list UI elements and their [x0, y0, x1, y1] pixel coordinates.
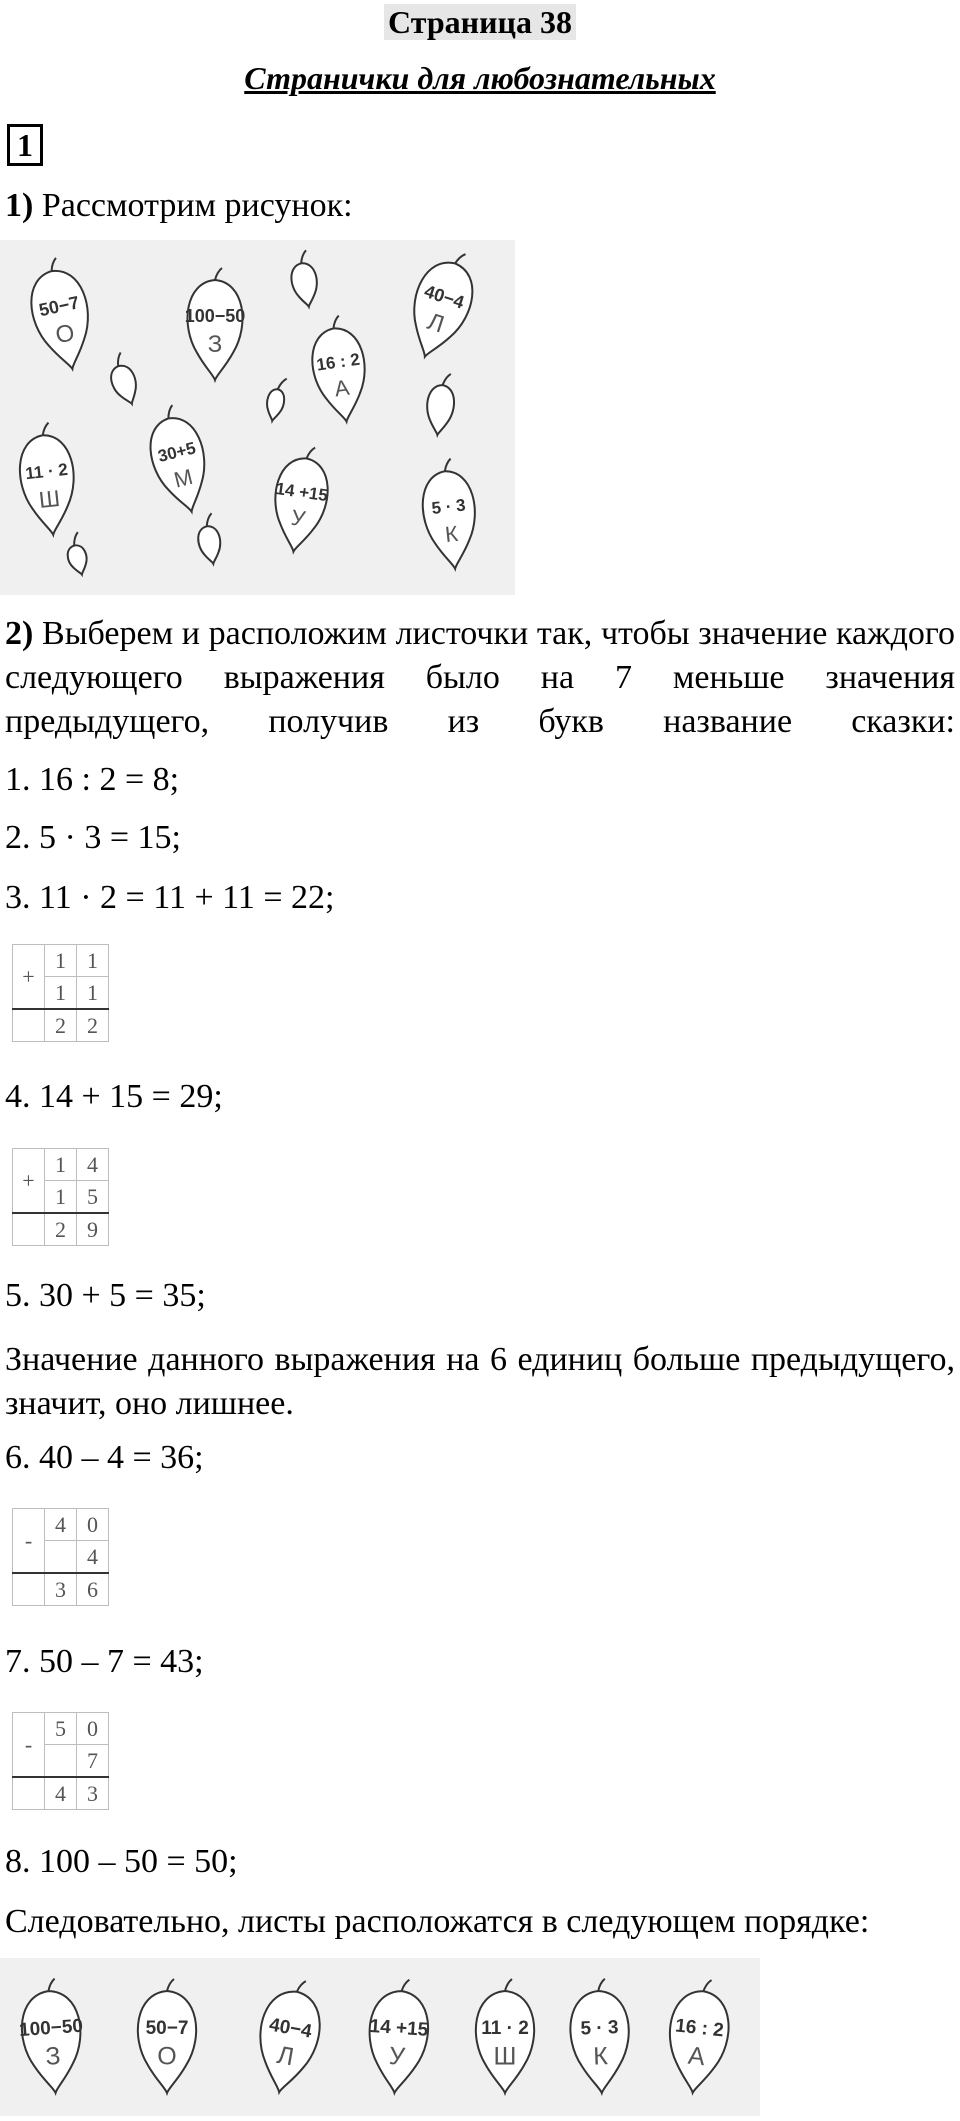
leaf-letter: О [157, 2042, 177, 2071]
leaf-letter: Ш [493, 2042, 517, 2071]
note-text: Значение данного выражения на 6 единиц больше предыдущего, значит, оно лишнее. [5, 1341, 955, 1422]
order-leaf [16, 1977, 88, 2095]
page-title: Страница 38 [0, 4, 960, 41]
leaf-card [399, 243, 485, 365]
op-sign: + [13, 1149, 45, 1214]
leaf-letter: М [171, 463, 196, 493]
step-5: 5. 30 + 5 = 35; [5, 1277, 206, 1314]
digit: 5 [77, 1181, 109, 1214]
order-leaf [569, 1978, 631, 2094]
leaf-card [22, 254, 99, 375]
leaf-expression: 16 : 2 [674, 2015, 725, 2042]
op-sign: - [13, 1713, 45, 1778]
digit: 5 [45, 1713, 77, 1745]
order-leaf [250, 1975, 327, 2097]
result-digit: 9 [77, 1213, 109, 1246]
small-leaf-decor [287, 249, 321, 308]
leaf-expression: 14 +15 [368, 2015, 429, 2041]
part1-label: 1) [5, 187, 34, 224]
digit: 1 [45, 1181, 77, 1214]
small-leaf-decor [424, 372, 457, 436]
leaf-expression: 100−50 [18, 2015, 84, 2042]
small-leaf-decor [62, 532, 91, 577]
order-leaf [476, 1979, 534, 2093]
order-leaf [138, 1979, 196, 2093]
part2-label: 2) [5, 615, 34, 652]
leaf-expression: 16 : 2 [315, 349, 362, 375]
leaf-letter: К [592, 2042, 609, 2071]
leaf-expression: 50−7 [37, 292, 81, 321]
small-leaf-decor [194, 513, 224, 566]
column-subtraction-1 [12, 1508, 109, 1606]
leaves-order-picture [0, 1958, 760, 2116]
column-subtraction-2 [12, 1712, 109, 1810]
digit [45, 1745, 77, 1778]
leaf-card [15, 421, 80, 538]
op-sign: - [13, 1509, 45, 1574]
part2-text [5, 612, 955, 744]
digit: 4 [45, 1509, 77, 1541]
digit: 4 [77, 1541, 109, 1574]
leaf-expression: 30+5 [155, 438, 198, 467]
digit: 1 [77, 945, 109, 977]
result-digit: 3 [77, 1777, 109, 1810]
digit: 1 [45, 977, 77, 1010]
section-title: Странички для любознательных [244, 60, 716, 96]
leaf-letter: Л [423, 308, 448, 339]
result-digit: 3 [45, 1573, 77, 1606]
digit: 1 [45, 1149, 77, 1181]
part1-text [5, 184, 955, 228]
leaf-letter: З [207, 331, 223, 358]
leaf-letter: Л [274, 2041, 297, 2072]
leaf-expression: 14 +15 [274, 479, 330, 506]
column-addition-1 [12, 944, 109, 1042]
leaf-expression: 5 · 3 [580, 2017, 619, 2040]
result-digit: 4 [45, 1777, 77, 1810]
part1-body: Рассмотрим рисунок: [33, 187, 353, 224]
leaf-card [267, 443, 334, 555]
digit [45, 1541, 77, 1574]
column-addition-2 [12, 1148, 109, 1246]
leaf-letter: У [289, 504, 307, 532]
leaves-picture [0, 240, 515, 595]
step-1: 1. 16 : 2 = 8; [5, 761, 180, 798]
leaf-expression: 100−50 [184, 306, 246, 326]
step-7: 7. 50 – 7 = 43; [5, 1643, 204, 1680]
conclusion-text: Следовательно, листы расположатся в следующем порядке: [5, 1903, 870, 1940]
step-8: 8. 100 – 50 = 50; [5, 1843, 238, 1880]
result-digit: 6 [77, 1573, 109, 1606]
part2-body: Выберем и расположим листочки так, чтобы значение каждого следующего выражения было на 7 меньше значения предыдущего, получив из букв название сказки: [5, 615, 955, 740]
op-sign: + [13, 945, 45, 1010]
result-digit: 2 [45, 1009, 77, 1042]
leaf-card [418, 457, 481, 572]
result-digit: 2 [77, 1009, 109, 1042]
leaf-expression: 5 · 3 [430, 495, 467, 518]
digit: 1 [45, 945, 77, 977]
digit: 1 [77, 977, 109, 1010]
order-leaf [365, 1977, 432, 2095]
digit: 0 [77, 1713, 109, 1745]
leaf-expression: 40−4 [267, 2014, 314, 2043]
leaf-letter: У [388, 2041, 406, 2071]
leaf-letter: Ш [37, 484, 62, 513]
digit: 7 [77, 1745, 109, 1778]
leaf-letter: А [686, 2041, 707, 2072]
task-number-box: 1 [7, 124, 43, 166]
small-leaf-decor [103, 351, 143, 408]
step-4: 4. 14 + 15 = 29; [5, 1078, 223, 1115]
digit: 4 [77, 1149, 109, 1181]
leaf-expression: 11 · 2 [24, 459, 69, 484]
leaf-card [306, 313, 372, 425]
leaf-card [185, 268, 246, 380]
leaves-picture-svg [0, 240, 515, 595]
leaves-order-svg [0, 1958, 760, 2116]
leaf-expression: 11 · 2 [481, 2017, 529, 2039]
leaf-letter: З [44, 2041, 62, 2071]
leaf-letter: О [53, 319, 77, 350]
result-digit: 2 [45, 1213, 77, 1246]
digit: 0 [77, 1509, 109, 1541]
step-2: 2. 5 · 3 = 15; [5, 819, 181, 856]
small-leaf-decor [264, 376, 288, 422]
step-3: 3. 11 · 2 = 11 + 11 = 22; [5, 879, 335, 916]
leaf-letter: А [332, 374, 351, 402]
step-6: 6. 40 – 4 = 36; [5, 1439, 204, 1476]
order-leaf [664, 1976, 734, 2095]
leaf-expression: 40−4 [421, 281, 467, 313]
leaf-letter: К [443, 520, 460, 548]
leaf-card [140, 401, 216, 518]
leaf-expression: 50−7 [145, 2017, 189, 2039]
